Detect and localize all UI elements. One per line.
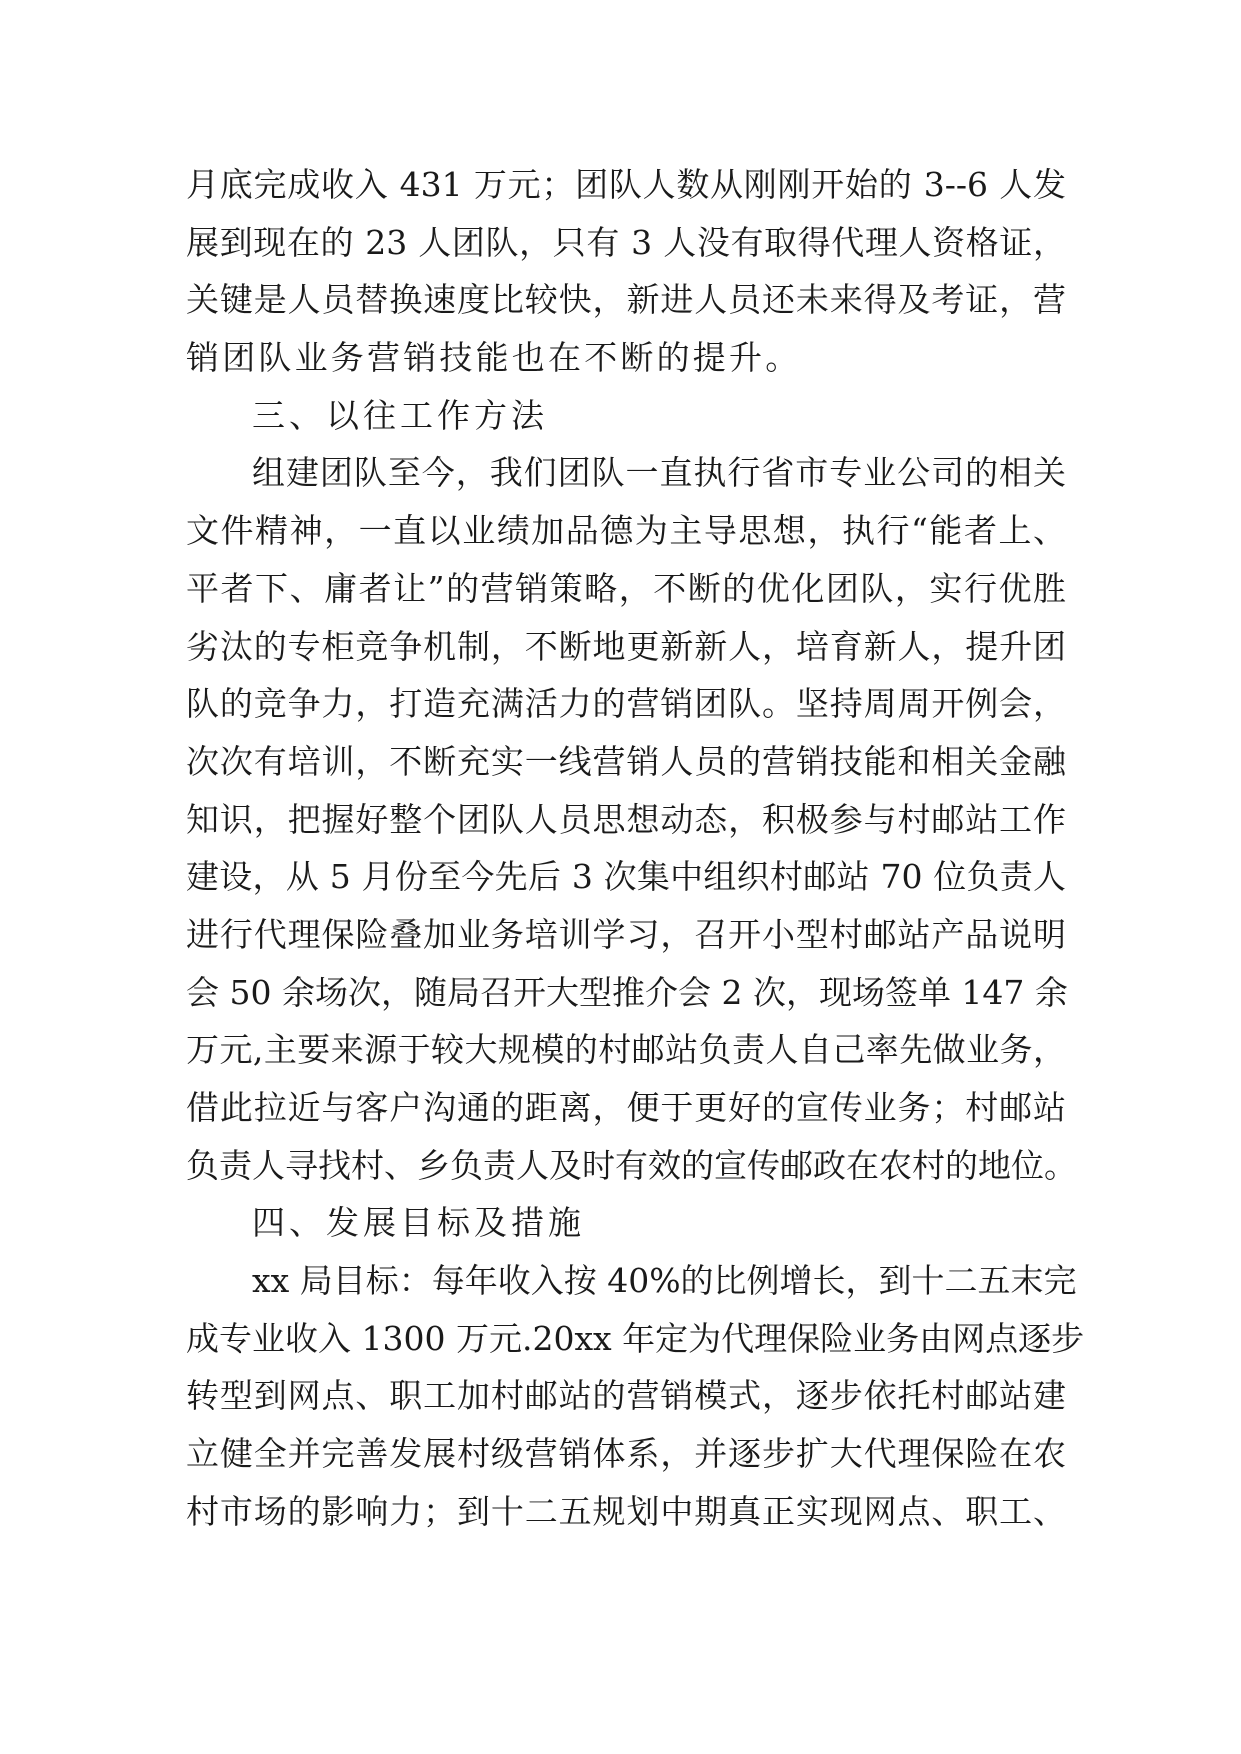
text-line: 会 50 余场次，随局召开大型推介会 2 次，现场签单 147 余 <box>186 972 1068 1012</box>
text-line: 关键是人员替换速度比较快，新进人员还未来得及考证，营 <box>186 280 1066 320</box>
text-line: 文件精神，一直以业绩加品德为主导思想，执行“能者上、 <box>186 511 1066 551</box>
text-line: xx 局目标：每年收入按 40%的比例增长，到十二五末完 <box>252 1261 1077 1301</box>
text-line: 建设，从 5 月份至今先后 3 次集中组织村邮站 70 位负责人 <box>186 857 1066 897</box>
text-line: 月底完成收入 431 万元；团队人数从刚刚开始的 3--6 人发 <box>186 165 1066 204</box>
text-line: 成专业收入 1300 万元.20xx 年定为代理保险业务由网点逐步 <box>186 1318 1085 1358</box>
text-line: 劣汰的专柜竞争机制，不断地更新新人，培育新人，提升团 <box>186 626 1066 666</box>
text-line: 组建团队至今，我们团队一直执行省市专业公司的相关 <box>252 453 1066 493</box>
text-line: 借此拉近与客户沟通的距离，便于更好的宣传业务；村邮站 <box>186 1088 1066 1127</box>
section-heading: 四、发展目标及措施 <box>252 1203 585 1243</box>
text-line: 负责人寻找村、乡负责人及时有效的宣传邮政在农村的地位。 <box>186 1145 1077 1185</box>
text-line: 次次有培训，不断充实一线营销人员的营销技能和相关金融 <box>186 741 1066 781</box>
text-line: 队的竞争力，打造充满活力的营销团队。坚持周周开例会， <box>186 684 1066 724</box>
text-line: 销团队业务营销技能也在不断的提升。 <box>186 338 802 378</box>
body-text <box>186 156 1085 1541</box>
text-line: 展到现在的 23 人团队，只有 3 人没有取得代理人资格证， <box>186 222 1066 262</box>
text-line: 进行代理保险叠加业务培训学习，召开小型村邮站产品说明 <box>186 914 1066 954</box>
section-heading: 三、以往工作方法 <box>252 395 548 435</box>
text-line: 立健全并完善发展村级营销体系，并逐步扩大代理保险在农 <box>186 1434 1066 1474</box>
text-line: 知识，把握好整个团队人员思想动态，积极参与村邮站工作 <box>186 799 1066 839</box>
text-line: 转型到网点、职工加村邮站的营销模式，逐步依托村邮站建 <box>186 1376 1066 1416</box>
text-line: 万元,主要来源于较大规模的村邮站负责人自己率先做业务， <box>186 1030 1066 1070</box>
text-line: 村市场的影响力；到十二五规划中期真正实现网点、职工、 <box>186 1491 1066 1531</box>
text-line: 平者下、庸者让”的营销策略，不断的优化团队，实行优胜 <box>186 568 1066 608</box>
